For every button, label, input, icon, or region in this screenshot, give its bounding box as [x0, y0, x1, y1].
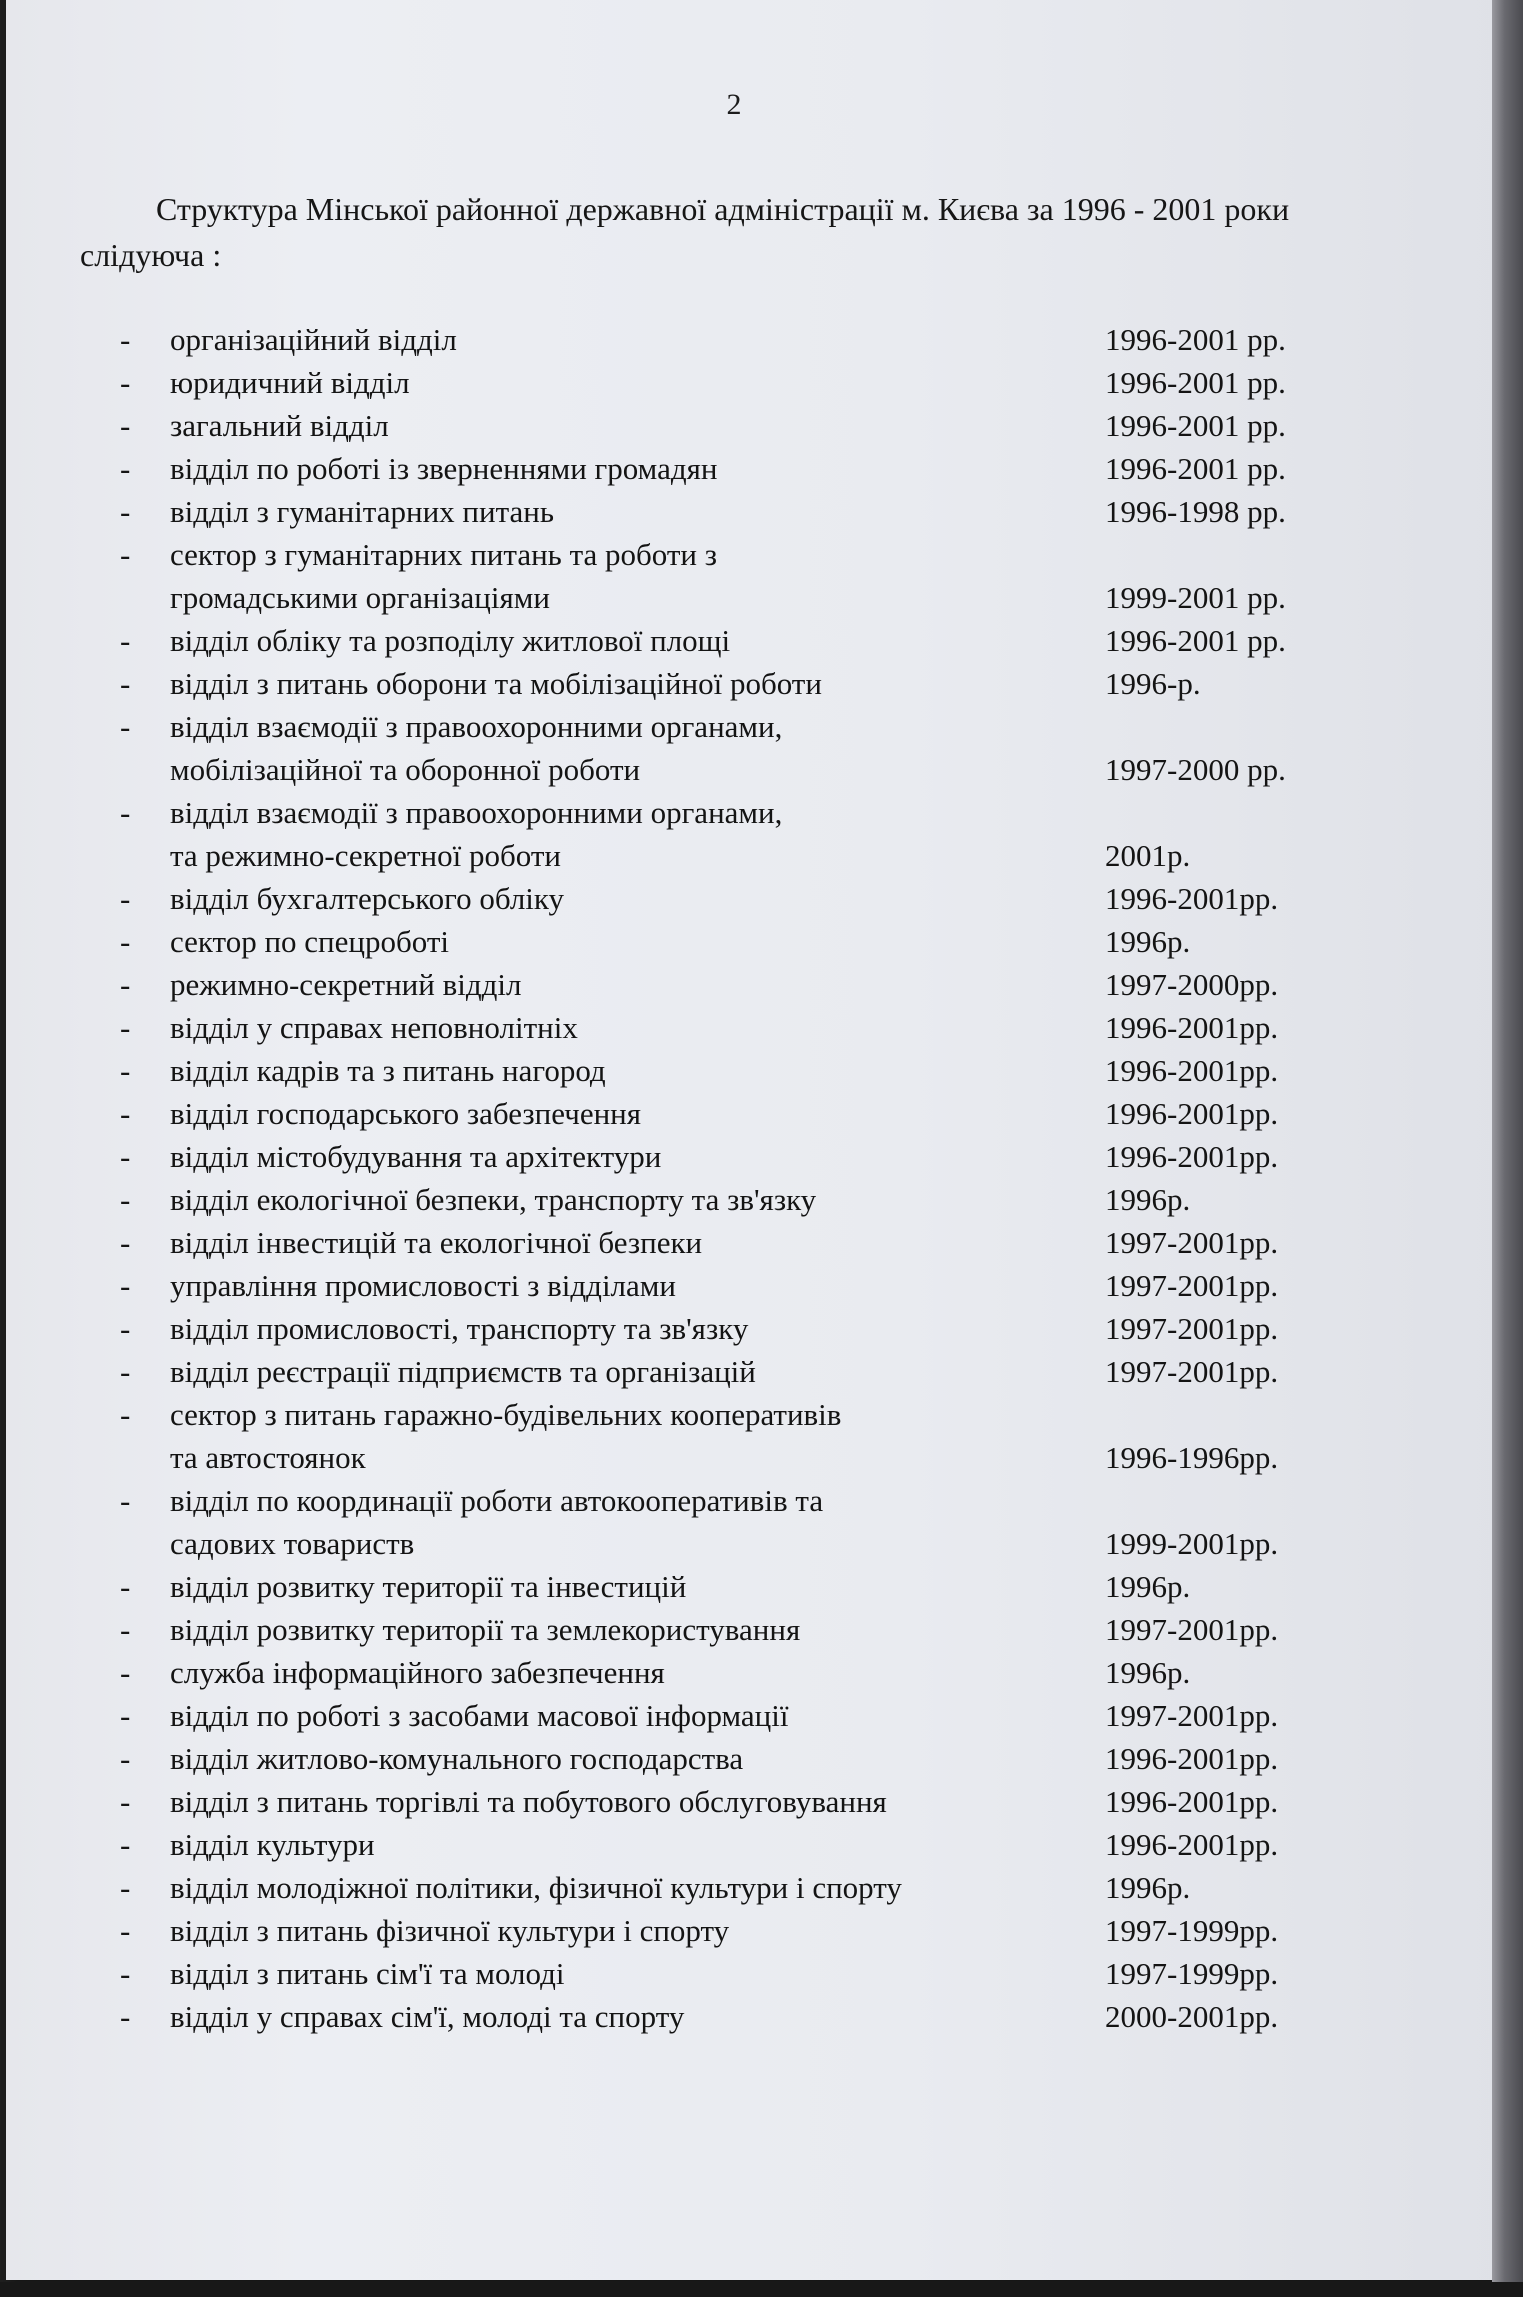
department-name: сектор з питань гаражно-будівельних кооперативів	[170, 1397, 842, 1432]
bullet-dash: -	[120, 1268, 131, 1303]
year-range: 1996р.	[1105, 1870, 1191, 1905]
list-item	[0, 877, 1500, 920]
list-item	[0, 834, 1500, 877]
department-name: відділ розвитку території та інвестицій	[170, 1569, 687, 1604]
department-name: сектор з гуманітарних питань та роботи з	[170, 537, 717, 572]
department-list	[0, 318, 1500, 2038]
list-item	[0, 1651, 1500, 1694]
bullet-dash: -	[120, 322, 131, 357]
list-item	[0, 1006, 1500, 1049]
bullet-dash: -	[120, 494, 131, 529]
department-name: відділ промисловості, транспорту та зв'язку	[170, 1311, 749, 1346]
year-range: 1996-2001рр.	[1105, 1010, 1279, 1045]
department-name: юридичний відділ	[170, 365, 410, 400]
department-name: відділ екологічної безпеки, транспорту та зв'язку	[170, 1182, 817, 1217]
bullet-dash: -	[120, 1655, 131, 1690]
list-item	[0, 576, 1500, 619]
department-name: сектор по спецроботі	[170, 924, 449, 959]
bullet-dash: -	[120, 408, 131, 443]
year-range: 1997-1999рр.	[1105, 1956, 1279, 1991]
scanner-bottom-edge	[0, 2282, 1523, 2297]
list-item	[0, 404, 1500, 447]
list-item	[0, 533, 1500, 576]
bullet-dash: -	[120, 451, 131, 486]
year-range: 1996р.	[1105, 1569, 1191, 1604]
year-range: 1996р.	[1105, 924, 1191, 959]
intro-paragraph: Структура Мінської районної державної адміністрації м. Києва за 1996 - 2001 роки слідуюча :	[80, 191, 1290, 273]
bullet-dash: -	[120, 881, 131, 916]
list-item	[0, 791, 1500, 834]
list-item	[0, 1608, 1500, 1651]
bullet-dash: -	[120, 1483, 131, 1518]
department-name: відділ з питань фізичної культури і спорту	[170, 1913, 730, 1948]
department-name: відділ реєстрації підприємств та організацій	[170, 1354, 756, 1389]
department-name: відділ молодіжної політики, фізичної культури і спорту	[170, 1870, 902, 1905]
list-item	[0, 920, 1500, 963]
year-range: 1996-2001рр.	[1105, 1741, 1279, 1776]
year-range: 1996р.	[1105, 1655, 1191, 1690]
year-range: 1997-2001рр.	[1105, 1268, 1279, 1303]
bullet-dash: -	[120, 1139, 131, 1174]
year-range: 1997-1999рр.	[1105, 1913, 1279, 1948]
year-range: 1996-2001 рр.	[1105, 365, 1286, 400]
department-name: відділ бухгалтерського обліку	[170, 881, 565, 916]
list-item	[0, 318, 1500, 361]
year-range: 1996-2001рр.	[1105, 1784, 1279, 1819]
year-range: 1996-р.	[1105, 666, 1201, 701]
year-range: 1997-2000 рр.	[1105, 752, 1286, 787]
year-range: 1997-2000рр.	[1105, 967, 1279, 1002]
department-name: відділ по роботі з засобами масової інформації	[170, 1698, 789, 1733]
department-name: відділ господарського забезпечення	[170, 1096, 642, 1131]
department-name: відділ з питань оборони та мобілізаційної роботи	[170, 666, 822, 701]
list-item	[0, 490, 1500, 533]
year-range: 1997-2001рр.	[1105, 1225, 1279, 1260]
list-item	[0, 963, 1500, 1006]
bullet-dash: -	[120, 1225, 131, 1260]
year-range: 1996-2001рр.	[1105, 1096, 1279, 1131]
year-range: 1996-2001 рр.	[1105, 322, 1286, 357]
department-name: мобілізаційної та оборонної роботи	[170, 752, 641, 787]
year-range: 1999-2001рр.	[1105, 1526, 1279, 1561]
year-range: 1996-2001 рр.	[1105, 408, 1286, 443]
list-item	[0, 1694, 1500, 1737]
list-item	[0, 619, 1500, 662]
department-name: відділ з гуманітарних питань	[170, 494, 555, 529]
page-number: 2	[726, 88, 742, 121]
department-name: відділ з питань сім'ї та молоді	[170, 1956, 565, 1991]
year-range: 1996р.	[1105, 1182, 1191, 1217]
department-name: громадськими організаціями	[170, 580, 550, 615]
department-name: та режимно-секретної роботи	[170, 838, 561, 873]
year-range: 1996-2001рр.	[1105, 1827, 1279, 1862]
department-name: відділ по роботі із зверненнями громадян	[170, 451, 718, 486]
year-range: 1996-2001 рр.	[1105, 451, 1286, 486]
year-range: 1997-2001рр.	[1105, 1311, 1279, 1346]
list-item	[0, 1178, 1500, 1221]
bullet-dash: -	[120, 1053, 131, 1088]
department-name: відділ інвестицій та екологічної безпеки	[170, 1225, 703, 1260]
department-name: відділ містобудування та архітектури	[170, 1139, 662, 1174]
list-item	[0, 1436, 1500, 1479]
bullet-dash: -	[120, 924, 131, 959]
bullet-dash: -	[120, 795, 131, 830]
list-item	[0, 662, 1500, 705]
department-name: управління промисловості з відділами	[170, 1268, 676, 1303]
list-item	[0, 447, 1500, 490]
department-name: режимно-секретний відділ	[170, 967, 522, 1002]
list-item	[0, 1135, 1500, 1178]
bullet-dash: -	[120, 1870, 131, 1905]
bullet-dash: -	[120, 666, 131, 701]
list-item	[0, 1479, 1500, 1522]
list-item	[0, 748, 1500, 791]
list-item	[0, 1221, 1500, 1264]
department-name: служба інформаційного забезпечення	[170, 1655, 665, 1690]
bullet-dash: -	[120, 1999, 131, 2034]
bullet-dash: -	[120, 1010, 131, 1045]
list-item	[0, 1393, 1500, 1436]
list-item	[0, 1049, 1500, 1092]
year-range: 1997-2001рр.	[1105, 1612, 1279, 1647]
bullet-dash: -	[120, 1612, 131, 1647]
list-item	[0, 1823, 1500, 1866]
list-item	[0, 1909, 1500, 1952]
year-range: 1999-2001 рр.	[1105, 580, 1286, 615]
list-item	[0, 1737, 1500, 1780]
bullet-dash: -	[120, 1741, 131, 1776]
year-range: 1996-2001рр.	[1105, 881, 1279, 916]
bullet-dash: -	[120, 709, 131, 744]
department-name: садових товариств	[170, 1526, 415, 1561]
list-item	[0, 1350, 1500, 1393]
department-name: відділ з питань торгівлі та побутового обслуговування	[170, 1784, 887, 1819]
year-range: 1996-1996рр.	[1105, 1440, 1279, 1475]
department-name: відділ культури	[170, 1827, 375, 1862]
bullet-dash: -	[120, 1827, 131, 1862]
bullet-dash: -	[120, 1397, 131, 1432]
bullet-dash: -	[120, 1784, 131, 1819]
department-name: та автостоянок	[170, 1440, 366, 1475]
list-item	[0, 705, 1500, 748]
year-range: 1996-2001рр.	[1105, 1139, 1279, 1174]
list-item	[0, 1092, 1500, 1135]
list-item	[0, 1307, 1500, 1350]
list-item	[0, 1565, 1500, 1608]
list-item	[0, 1522, 1500, 1565]
department-name: загальний відділ	[170, 408, 389, 443]
department-name: відділ взаємодії з правоохоронними органами,	[170, 709, 783, 744]
year-range: 2000-2001рр.	[1105, 1999, 1279, 2034]
list-item	[0, 1264, 1500, 1307]
bullet-dash: -	[120, 1569, 131, 1604]
year-range: 1997-2001рр.	[1105, 1698, 1279, 1733]
bullet-dash: -	[120, 365, 131, 400]
department-name: відділ житлово-комунального господарства	[170, 1741, 744, 1776]
department-name: відділ у справах неповнолітніх	[170, 1010, 578, 1045]
department-name: відділ по координації роботи автокооперативів та	[170, 1483, 824, 1518]
bullet-dash: -	[120, 537, 131, 572]
bullet-dash: -	[120, 1698, 131, 1733]
department-name: відділ у справах сім'ї, молоді та спорту	[170, 1999, 685, 2034]
bullet-dash: -	[120, 1956, 131, 1991]
department-name: відділ розвитку території та землекористування	[170, 1612, 801, 1647]
department-name: організаційний відділ	[170, 322, 457, 357]
bullet-dash: -	[120, 623, 131, 658]
department-name: відділ взаємодії з правоохоронними органами,	[170, 795, 783, 830]
bullet-dash: -	[120, 1354, 131, 1389]
department-name: відділ кадрів та з питань нагород	[170, 1053, 606, 1088]
year-range: 1996-2001 рр.	[1105, 623, 1286, 658]
list-item	[0, 1952, 1500, 1995]
list-item	[0, 1780, 1500, 1823]
list-item	[0, 1995, 1500, 2038]
year-range: 1996-2001рр.	[1105, 1053, 1279, 1088]
list-item	[0, 361, 1500, 404]
bullet-dash: -	[120, 1096, 131, 1131]
list-item	[0, 1866, 1500, 1909]
year-range: 2001р.	[1105, 838, 1191, 873]
bullet-dash: -	[120, 1913, 131, 1948]
bullet-dash: -	[120, 1311, 131, 1346]
bullet-dash: -	[120, 1182, 131, 1217]
year-range: 1997-2001рр.	[1105, 1354, 1279, 1389]
year-range: 1996-1998 рр.	[1105, 494, 1286, 529]
department-name: відділ обліку та розподілу житлової площі	[170, 623, 731, 658]
bullet-dash: -	[120, 967, 131, 1002]
